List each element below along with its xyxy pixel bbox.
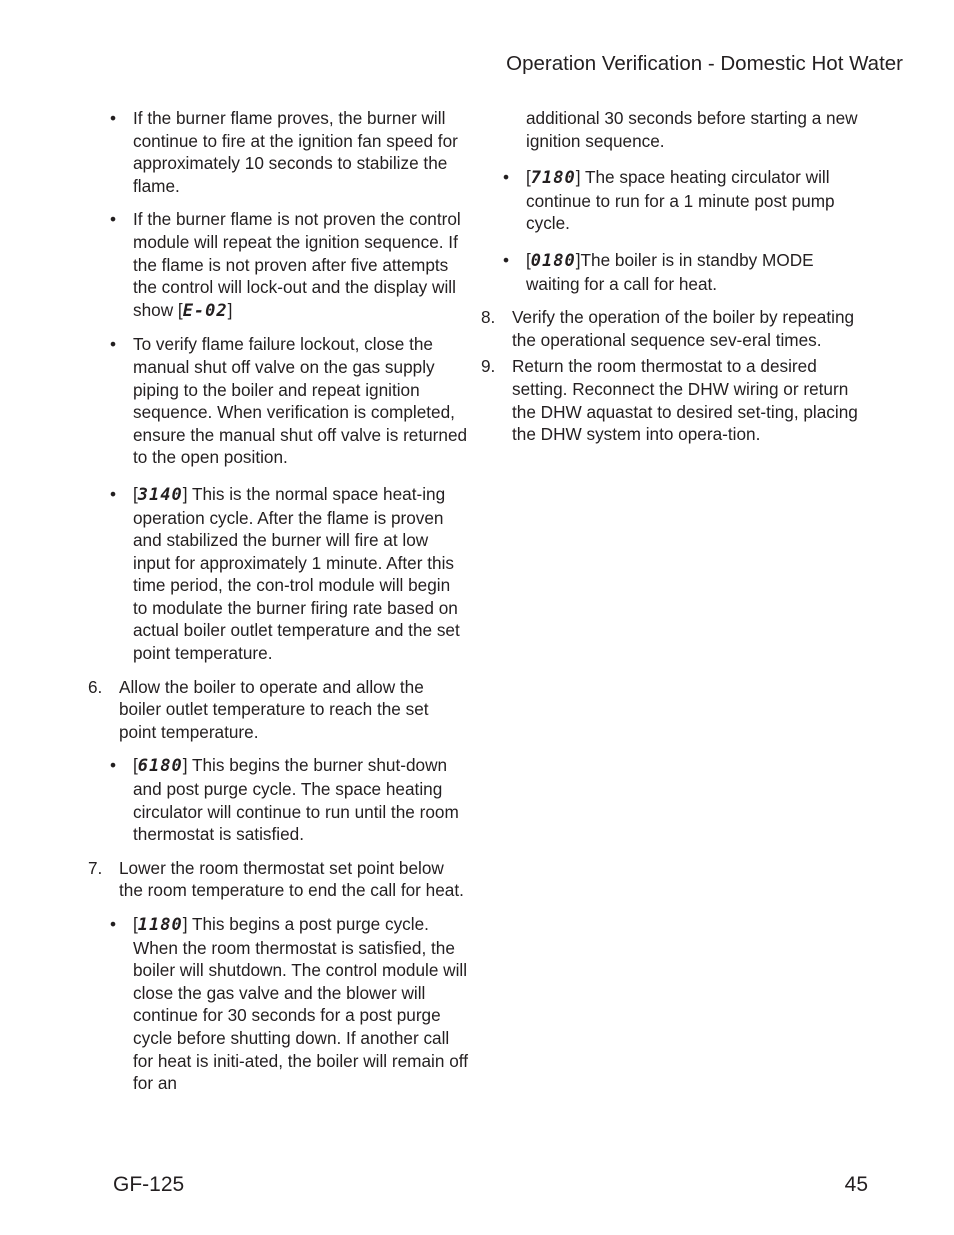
bullet-verify-lockout: • To verify flame failure lockout, close the manual shut off valve on the gas supply piping to the boiler and repeat ignition sequence. When verification is completed, ensure the manual shut off valve is returned to the open position. — [88, 333, 468, 469]
step-7 — [88, 857, 468, 902]
step-text: Return the room thermostat to a desired setting. Reconnect the DHW wiring or return the DHW aquastat to desired set-ting, placing the DHW system into opera-tion. — [512, 356, 858, 445]
footer-model: GF-125 — [113, 1173, 185, 1196]
step-9 — [481, 355, 871, 445]
bullet-flame-not-proven: • If the burner flame is not proven the control module will repeat the ignition sequence. If the flame is not proven after five attempts the control will lock-out and the display will show [E-02] — [88, 208, 468, 322]
bullet-flame-proves: • If the burner flame proves, the burner will continue to fire at the ignition fan speed for approximately 10 seconds to stabilize the flame. — [88, 107, 468, 197]
step-text: Verify the operation of the boiler by repeating the operational sequence sev-eral times. — [512, 307, 855, 350]
continued-text: additional 30 seconds before starting a new ignition sequence. — [526, 108, 858, 151]
step-6 — [88, 676, 468, 744]
display-code-0180: 0180 — [530, 250, 576, 271]
step-text: Allow the boiler to operate and allow the boiler outlet temperature to reach the set point temperature. — [119, 676, 429, 742]
section-header: Operation Verification - Domestic Hot Water — [506, 52, 903, 75]
display-code-1180: 1180 — [137, 915, 183, 935]
left-column — [88, 107, 468, 1095]
bullet-text: This is the normal space heat-ing operation cycle. After the flame is proven and stabilized the burner will fire at low input for approximately 1 minute. After this time period, the con-trol module will begin to modulate the burner firing rate based on actual boiler outlet temperature and the set point temperature. — [133, 483, 460, 664]
bullet-code-7180: • [7180] The space heating circulator will continue to run for a 1 minute post pump cycle. — [481, 166, 871, 235]
page-number: 45 — [844, 1173, 868, 1196]
step-8 — [481, 306, 871, 351]
step-text: Lower the room thermostat set point below the room temperature to end the call for heat. — [119, 857, 464, 901]
bullet-text: If the burner flame is not proven the control module will repeat the ignition sequence. If the flame is not proven after five attempts the control will lock-out and the display will show — [133, 209, 461, 320]
bullet-text: This begins the burner shut-down and post purge cycle. The space heating circulator will continue to run until the room thermostat is satisfied. — [133, 755, 459, 845]
bullet-text: The boiler is in standby MODE waiting for a call for heat. — [526, 249, 814, 294]
bullet-text: This begins a post purge cycle. When the room thermostat is satisfied, the boiler will shutdown. The control module will close the gas valve and the blower will continue for 30 seconds for a post purge cycle before shutting down. If another call for heat is initi-ated, the boiler will remain off for an — [133, 914, 468, 1094]
bullet-code-6180: • [6180] This begins the burner shut-down and post purge cycle. The space heating circulator will continue to run until the room thermostat is satisfied. — [88, 754, 468, 845]
bullet-code-1180: • [1180] This begins a post purge cycle. When the room thermostat is satisfied, the boiler will shutdown. The control module will close the gas valve and the blower will continue for 30 seconds for a post purge cycle before shutting down. If another call for heat is initi-ated, the boiler will remain off for an — [88, 913, 468, 1095]
bullet-text: The space heating circulator will continue to run for a 1 minute post pump cycle. — [526, 167, 835, 234]
bullet-code-3140: • [3140] This is the normal space heat-ing operation cycle. After the flame is proven and stabilized the burner will fire at low input for approximately 1 minute. After this time period, the con-trol module will begin to modulate the burner firing rate based on actual boiler outlet temperature and the set point temperature. — [88, 483, 468, 665]
bullet-code-0180: • [0180]The boiler is in standby MODE waiting for a call for heat. — [481, 249, 871, 295]
step-number: 6. — [88, 676, 103, 697]
display-code-e02: E-02 — [182, 300, 228, 321]
step-number: 9. — [481, 356, 496, 377]
right-column — [481, 107, 871, 446]
display-code-7180: 7180 — [530, 168, 576, 189]
display-code-3140: 3140 — [137, 484, 183, 505]
step-number: 8. — [481, 307, 496, 328]
display-code-6180: 6180 — [137, 756, 183, 777]
step-number: 7. — [88, 857, 103, 878]
